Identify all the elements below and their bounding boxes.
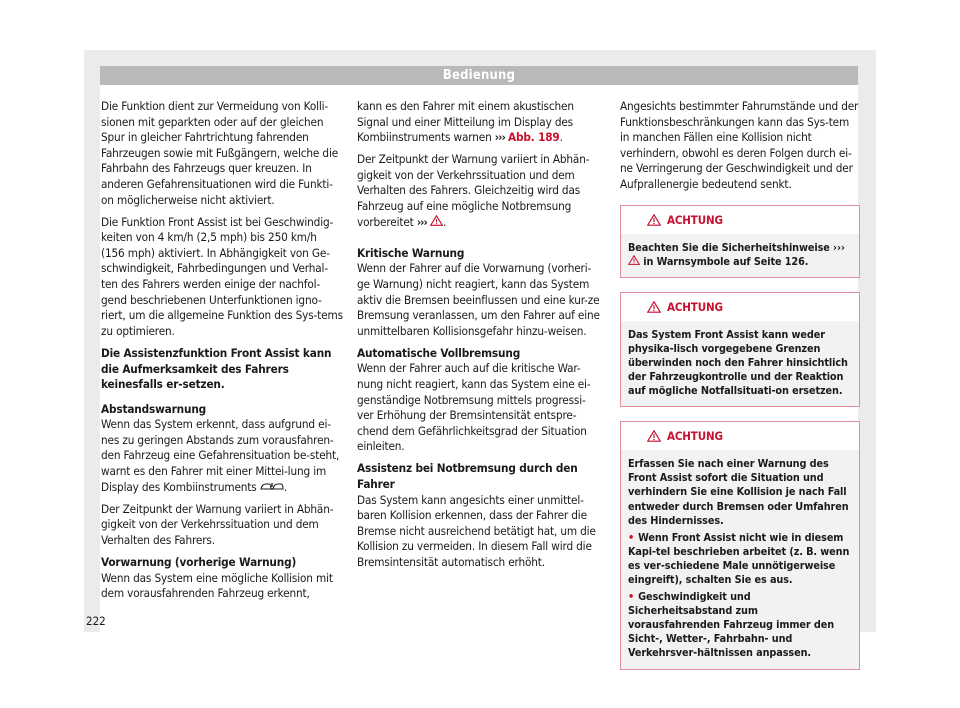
warning-text: Das System Front Assist kann weder physika-lisch vorgegebene Grenzen überwinden noch den Fahrer hinsichtlich der Fahrzeugkontrolle und der Reaktion auf mögliche Notfallsituati-on ersetzen.	[621, 321, 859, 406]
column-1	[101, 99, 343, 608]
paragraph: Wenn der Fahrer auf die Vorwarnung (vorheri-ge Warnung) nicht reagiert, kann das System aktiv die Bremsen beeinflussen und eine kur-ze Bremsung veranlassen, um den Fahrer auf eine unmittelbaren Kollisionsgefahr hinzu-weisen.	[357, 261, 600, 338]
paragraph: Der Zeitpunkt der Warnung variiert in Abhän-gigkeit von der Verkehrssituation und dem Verhalten des Fahrers. Gleichzeitig wird das Fahrzeug auf eine mögliche Notbremsung vorbereitet ››› .	[357, 152, 590, 229]
warning-title: ACHTUNG	[667, 429, 723, 444]
section-heading: Abstandswarnung	[101, 401, 207, 416]
bold-note: Die Assistenzfunktion Front Assist kann die Aufmerksamkeit des Fahrers keinesfalls er-setzen.	[101, 345, 332, 392]
column-2	[357, 99, 601, 577]
front-assist-car-icon	[260, 480, 284, 494]
warning-triangle-icon	[647, 300, 667, 314]
warning-triangle-icon	[647, 429, 667, 443]
warning-triangle-icon	[430, 215, 443, 229]
section-heading: Vorwarnung (vorherige Warnung)	[101, 555, 297, 570]
section-heading: Automatische Vollbremsung	[357, 345, 521, 360]
warning-box	[620, 421, 860, 669]
paragraph: Wenn das System eine mögliche Kollision mit dem vorausfahrenden Fahrzeug erkennt,	[101, 570, 333, 601]
warning-title: ACHTUNG	[667, 299, 723, 314]
paragraph: Die Funktion dient zur Vermeidung von Kolli-sionen mit geparkten oder auf der gleichen Spur in gleicher Fahrtrichtung fahrenden Fahrzeugen sowie mit Fußgängern, welche die Fahrbahn des Fahrzeugs quer kreuzen. In anderen Gefahrensituationen wird die Funkti-on möglicherweise nicht aktiviert.	[101, 99, 339, 207]
warning-triangle-icon	[628, 255, 640, 268]
warning-box	[620, 292, 860, 407]
section-header: Bedienung	[100, 66, 858, 85]
paragraph: Angesichts bestimmter Fahrumstände und der Funktionsbeschränkungen kann das Sys-tem in manchen Fällen eine Kollision nicht verhindern, obwohl es deren Folgen durch ei-ne Verringerung der Geschwindigkeit und der Aufprallenergie bedeutend senkt.	[620, 99, 859, 191]
section-heading: Kritische Warnung	[357, 245, 465, 260]
paragraph: Das System kann angesichts einer unmittel-baren Kollision erkennen, dass der Fahrer die Bremse nicht ausreichend betätigt hat, um die Kollision zu vermeiden. In diesem Fall wird die Bremsintensität automatisch erhöht.	[357, 492, 596, 570]
figure-reference-link[interactable]: Abb. 189	[508, 130, 560, 145]
warning-text: Erfassen Sie nach einer Warnung des Front Assist sofort die Situation und verhindern Sie eine Kollision je nach Fall entweder durch Bremsen oder Umfahren des Hindernisses.	[628, 457, 849, 527]
paragraph: kann es den Fahrer mit einem akustischen Signal und einer Mitteilung im Display des Kombiinstruments warnen ››› Abb. 189.	[357, 99, 574, 145]
page-number: 222	[86, 614, 106, 628]
column-3	[620, 99, 860, 684]
page-reference-link[interactable]: in Warnsymbole auf Seite 126.	[643, 254, 809, 268]
paragraph: Wenn das System erkennt, dass aufgrund ei-nes zu geringen Abstands zum vorausfahren-den Fahrzeug eine Gefahrensituation be-steht, warnt es den Fahrer mit einer Mittei-lung im Display des Kombiinstruments .	[101, 417, 340, 494]
warning-title: ACHTUNG	[667, 212, 723, 227]
bullet-icon: •	[628, 530, 635, 544]
paragraph: Der Zeitpunkt der Warnung variiert in Abhän-gigkeit von der Verkehrssituation und dem Verhalten des Fahrers.	[101, 501, 334, 547]
bullet-item: • Wenn Front Assist nicht wie in diesem Kapi-tel beschrieben arbeitet (z. B. wenn es ver-schiedene Male unnötigerweise eingreift), schalten Sie es aus.	[628, 530, 850, 586]
paragraph: Die Funktion Front Assist ist bei Geschwindig-keiten von 4 km/h (2,5 mph) bis 250 km/h (156 mph) aktiviert. In Abhängigkeit von Ge-schwindigkeit, Fahrbedingungen und Verhal-ten des Fahrers werden einige der nachfol-gend beschriebenen Unterfunktionen igno-riert, um die allgemeine Funktion des Sys-tems zu optimieren.	[101, 214, 343, 338]
section-heading: Assistenz bei Notbremsung durch den Fahrer	[357, 461, 578, 492]
warning-triangle-icon	[647, 213, 667, 227]
warning-box: ACHTUNG Beachten Sie die Sicherheitshinweise ››› in Warnsymbole auf Seite 126.	[620, 205, 860, 278]
paragraph: Wenn der Fahrer auch auf die kritische War-nung nicht reagiert, kann das System eine ei-genständige Notbremsung mittels progressi-ver Erhöhung der Bremsintensität entspre-chend dem Gefährlichkeitsgrad der Situation einleiten.	[357, 361, 591, 454]
bullet-icon: •	[628, 590, 635, 604]
bullet-item: • Geschwindigkeit und Sicherheitsabstand zum vorausfahrenden Fahrzeug immer den Sicht-, Wetter-, Fahrbahn- und Verkehrsver-hältnissen anpassen.	[628, 590, 835, 660]
